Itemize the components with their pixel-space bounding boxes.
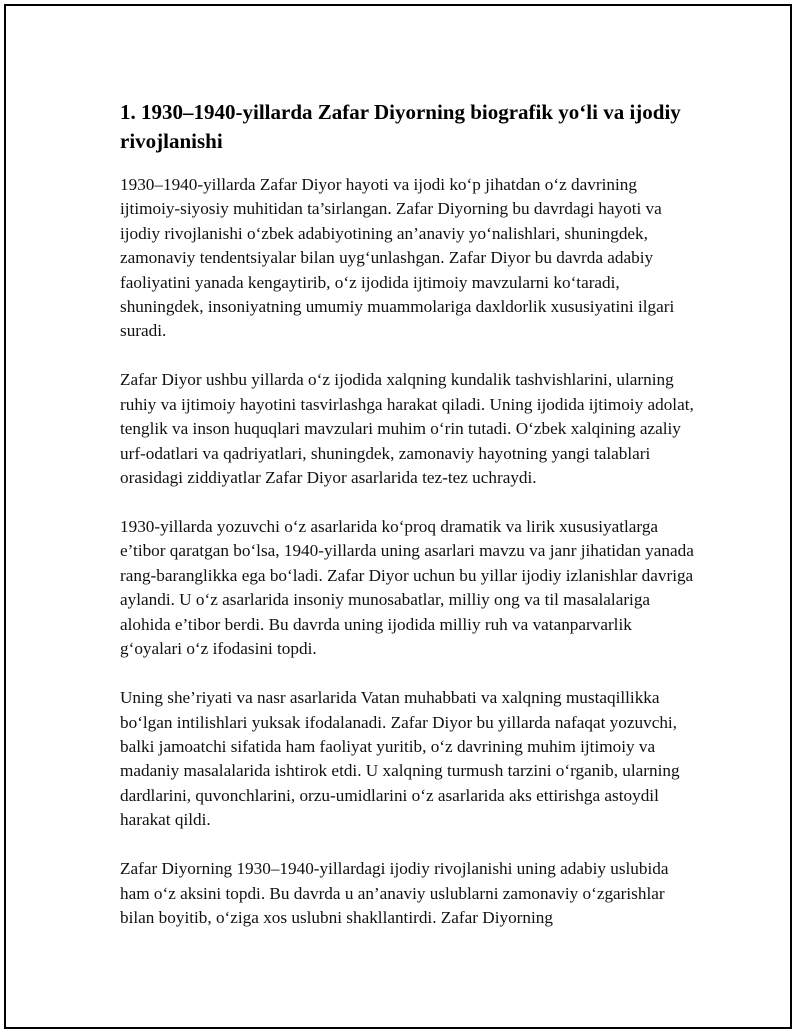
paragraph-3: 1930-yillarda yozuvchi o‘z asarlarida ko‘proq dramatik va lirik xususiyatlarga e’tibor qaratgan bo‘lsa, 1940-yillarda uning asarlari mavzu va janr jihatidan yanada rang-baranglikka ega bo‘ladi. Zafar Diyor uchun bu yillar ijodiy izlanishlar davriga aylandi. U o‘z asarlarida insoniy munosabatlar, milliy ong va til masalalariga alohida e’tibor berdi. Bu davrda uning ijodida milliy ruh va vatanparvarlik g‘oyalari o‘z ifodasini topdi. [120, 517, 694, 659]
paragraph-1: 1930–1940-yillarda Zafar Diyor hayoti va ijodi ko‘p jihatdan o‘z davrining ijtimoiy-siyosiy muhitidan ta’sirlangan. Zafar Diyorning bu davrdagi hayoti va ijodiy rivojlanishi o‘zbek adabiyotining an’anaviy yo‘nalishlari, shuningdek, zamonaviy tendentsiyalar bilan uyg‘unlashgan. Zafar Diyor bu davrda adabiy faoliyatini yanada kengaytirib, o‘z ijodida ijtimoiy mavzularni ko‘taradi, shuningdek, insoniyatning umumiy muammolariga daxldorlik xususiyatini ilgari suradi. [120, 175, 675, 341]
page-frame [4, 4, 792, 1029]
document-body [120, 98, 696, 955]
section-heading: 1. 1930–1940-yillarda Zafar Diyorning biografik yo‘li va ijodiy rivojlanishi [120, 100, 681, 153]
paragraph-5: Zafar Diyorning 1930–1940-yillardagi ijodiy rivojlanishi uning adabiy uslubida ham o‘z aksini topdi. Bu davrda u an’anaviy uslublarni zamonaviy o‘zgarishlar bilan boyitib, o‘ziga xos uslubni shakllantirdi. Zafar Diyorning [120, 859, 669, 927]
paragraph-4: Uning she’riyati va nasr asarlarida Vatan muhabbati va xalqning mustaqillikka bo‘lgan intilishlari yuksak ifodalanadi. Zafar Diyor bu yillarda nafaqat yozuvchi, balki jamoatchi sifatida ham faoliyat yuritib, o‘z davrining muhim ijtimoiy va madaniy masalalarida ishtirok etdi. U xalqning turmush tarzini o‘rganib, ularning dardlarini, quvonchlarini, orzu-umidlarini o‘z asarlarida aks ettirishga astoydil harakat qildi. [120, 688, 680, 830]
paragraph-2: Zafar Diyor ushbu yillarda o‘z ijodida xalqning kundalik tashvishlarini, ularning ruhiy va ijtimoiy hayotini tasvirlashga harakat qiladi. Uning ijodida ijtimoiy adolat, tenglik va inson huquqlari mavzulari muhim o‘rin tutadi. O‘zbek xalqining azaliy urf-odatlari va qadriyatlari, shuningdek, zamonaviy hayotning yangi talablari orasidagi ziddiyatlar Zafar Diyor asarlarida tez-tez uchraydi. [120, 370, 694, 488]
